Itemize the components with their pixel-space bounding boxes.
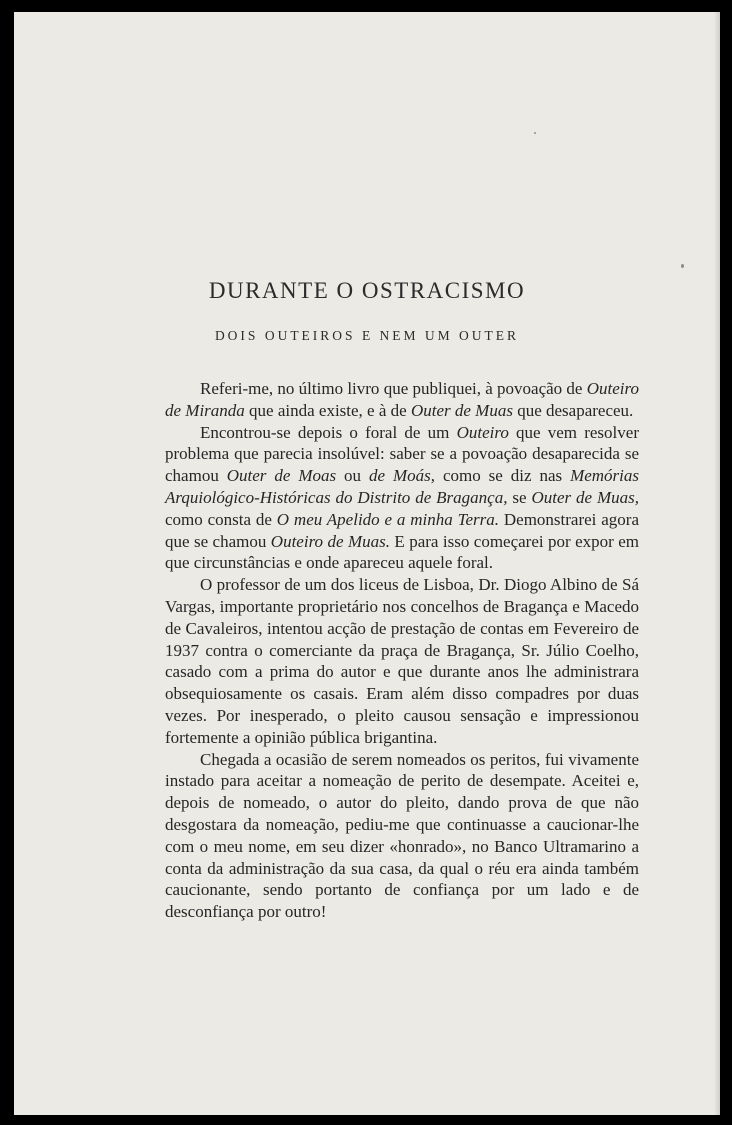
body-text: [165, 378, 639, 923]
italic-text: Outer de Moas: [226, 466, 337, 486]
text-segment: Referi-me, no último livro que publiquei, à povoação de: [200, 379, 587, 398]
paragraph: [165, 749, 639, 923]
page-edge-shadow: [714, 12, 720, 1115]
paragraph: [165, 574, 639, 748]
page: [14, 12, 720, 1115]
text-segment: que vem resolver problema que parecia insolúvel: saber se a povoação desaparecida se chamou: [165, 422, 639, 486]
text-segment: O professor de um dos liceus de Lisboa, Dr. Diogo Albino de Sá Vargas, importante proprietário nos concelhos de Bragança e Macedo de Cavaleiros, intentou acção de prestação de contas em Fevereiro de 1937 contra o comerciante da praça de Bragança, Sr. Júlio Coelho, casado com a prima do autor e que durante anos lhe administrara obsequiosamente os casais. Eram além disso compadres por duas vezes. Por inesperado, o pleito causou sensação e impressionou fortemente a opinião pública brigantina.: [165, 575, 639, 747]
italic-text: Outeiro de Miranda: [165, 379, 639, 420]
paper-speck: [534, 132, 536, 134]
text-segment: Demonstrarei agora que se chamou: [165, 509, 639, 551]
text-segment: Chegada a ocasião de serem nomeados os peritos, fui vivamente instado para aceitar a nomeação de perito de desempate. Aceitei e, depois de nomeado, o autor do pleito, dando prova de que não desgostara da nomeação, pediu-me que continuasse a caucionar-lhe com o meu nome, em seu dizer «honrado», no Banco Ultramarino a conta da administração da sua casa, da qual o réu era ainda também caucionante, sendo portanto de confiança por um lado e de desconfiança por outro!: [165, 749, 639, 922]
text-segment: ou: [336, 466, 369, 486]
paragraph: [165, 378, 639, 422]
text-segment: E para isso começarei por expor em que circunstâncias e onde apareceu aquele foral.: [165, 531, 640, 573]
italic-text: de Moás,: [369, 466, 436, 486]
text-segment: se: [507, 487, 532, 507]
page-title: DURANTE O OSTRACISMO: [208, 278, 526, 303]
italic-text: Outeiro: [456, 422, 509, 442]
text-segment: que desapareceu.: [512, 400, 634, 420]
paragraph: [165, 422, 639, 575]
text-segment: como se diz nas: [435, 466, 571, 486]
italic-text: Memórias Arquiológico-Históricas do Distrito de Bragança,: [165, 466, 640, 507]
text-segment: Encontrou-se depois o foral de um: [200, 422, 457, 442]
text-segment: como consta de: [165, 509, 277, 529]
italic-text: Outeiro de Muas.: [270, 531, 390, 551]
paper-speck: [681, 264, 684, 268]
italic-text: O meu Apelido e a minha Terra.: [276, 509, 500, 529]
text-segment: que ainda existe, e à de: [244, 400, 411, 420]
italic-text: Outer de Muas,: [531, 487, 640, 507]
page-subtitle: DOIS OUTEIROS E NEM UM OUTER: [214, 328, 520, 343]
italic-text: Outer de Muas: [410, 400, 513, 420]
